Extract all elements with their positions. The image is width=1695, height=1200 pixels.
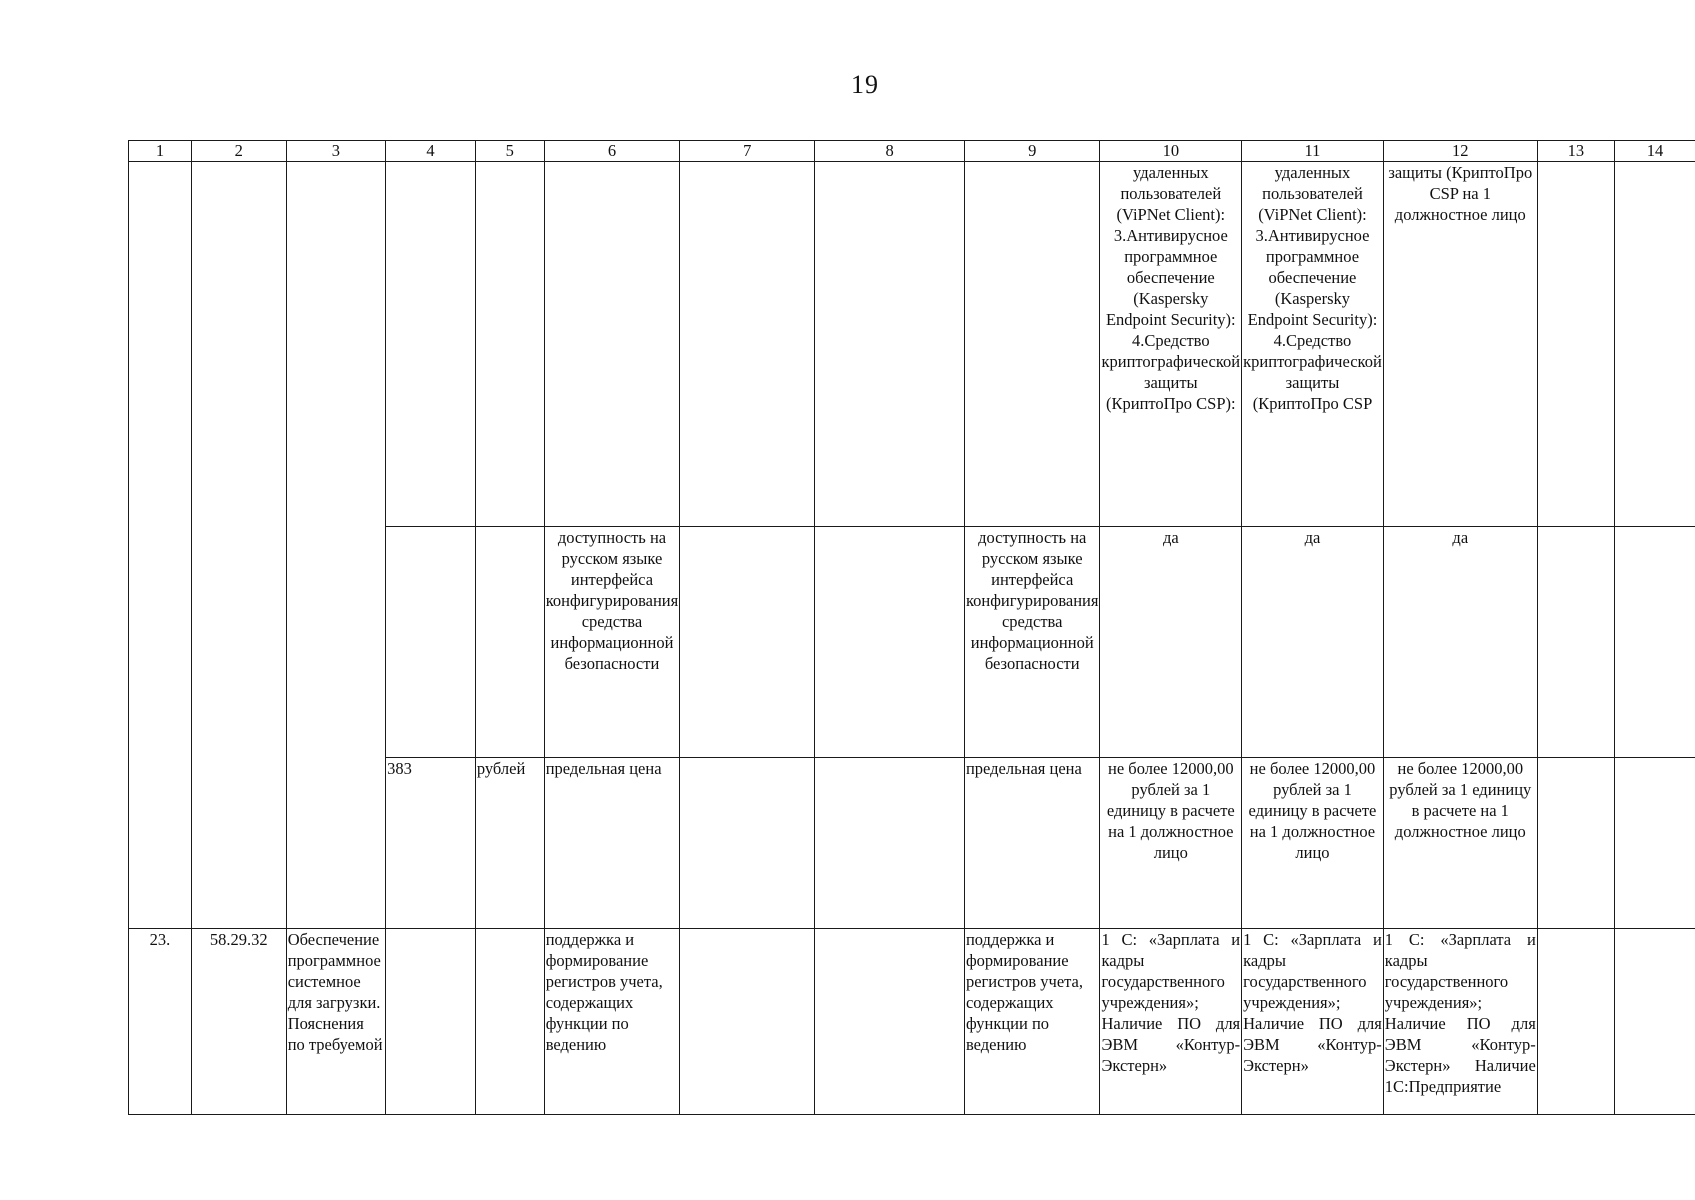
- column-number: 2: [191, 141, 286, 162]
- cell-value-col13: [1537, 527, 1614, 758]
- requirements-table: [128, 140, 1695, 1115]
- cell-unit: [475, 162, 544, 527]
- cell-characteristic-approved: предельная цена: [964, 758, 1100, 929]
- cell-characteristic: доступность на русском языке интерфейса конфигурирования средства информационной безопасности: [544, 527, 680, 758]
- cell-value-col7: [680, 758, 815, 929]
- column-number: 9: [964, 141, 1100, 162]
- cell-characteristic-approved: [964, 162, 1100, 527]
- page-number: 19: [851, 70, 879, 99]
- cell-value-col12: защиты (КриптоПро CSP на 1 должностное лицо: [1383, 162, 1537, 527]
- cell-value-col11: не более 12000,00 рублей за 1 единицу в расчете на 1 должностное лицо: [1242, 758, 1384, 929]
- cell-value-col13: [1537, 758, 1614, 929]
- cell-item-number: 23.: [129, 929, 192, 1115]
- column-number: 12: [1383, 141, 1537, 162]
- cell-value-col7: [680, 929, 815, 1115]
- cell-okpd2-code: 58.29.32: [191, 929, 286, 1115]
- cell-okei-code: [386, 527, 476, 758]
- cell-characteristic-approved: доступность на русском языке интерфейса конфигурирования средства информационной безопасности: [964, 527, 1100, 758]
- cell-item-name: [286, 162, 385, 929]
- table-row: [129, 162, 1695, 527]
- cell-okei-code: [386, 162, 476, 527]
- column-number: 10: [1100, 141, 1242, 162]
- cell-value-col10: не более 12000,00 рублей за 1 единицу в расчете на 1 должностное лицо: [1100, 758, 1242, 929]
- cell-value-col13: [1537, 929, 1614, 1115]
- cell-value-col8: [815, 527, 965, 758]
- cell-value-col11: да: [1242, 527, 1384, 758]
- column-number: 3: [286, 141, 385, 162]
- cell-value-col13: [1537, 162, 1614, 527]
- cell-value-col14: [1614, 758, 1695, 929]
- cell-value-col14: [1614, 527, 1695, 758]
- column-number: 11: [1242, 141, 1384, 162]
- column-number: 6: [544, 141, 680, 162]
- cell-unit: рублей: [475, 758, 544, 929]
- column-number: 4: [386, 141, 476, 162]
- cell-value-col10: удаленных пользователей (ViPNet Client): 3.Антивирусное программное обеспечение (Kaspersky Endpoint Security): 4.Средство криптографической защиты (КриптоПро CSP):: [1100, 162, 1242, 527]
- column-number: 13: [1537, 141, 1614, 162]
- cell-value-col12: да: [1383, 527, 1537, 758]
- cell-value-col7: [680, 162, 815, 527]
- cell-characteristic: поддержка и формирование регистров учета, содержащих функции по ведению: [544, 929, 680, 1115]
- cell-item-number: [129, 162, 192, 929]
- cell-characteristic-approved: поддержка и формирование регистров учета, содержащих функции по ведению: [964, 929, 1100, 1115]
- cell-item-name: Обеспечение программное системное для загрузки. Пояснения по требуемой: [286, 929, 385, 1115]
- cell-okei-code: 383: [386, 758, 476, 929]
- cell-unit: [475, 527, 544, 758]
- cell-value-col8: [815, 162, 965, 527]
- column-number: 5: [475, 141, 544, 162]
- table-row: [129, 929, 1695, 1115]
- cell-value-col10: 1 С: «Зарплата и кадры государственного учреждения»; Наличие ПО для ЭВМ «Контур-Экстерн»: [1100, 929, 1242, 1115]
- column-number-row: [129, 141, 1695, 162]
- cell-value-col14: [1614, 929, 1695, 1115]
- column-number: 14: [1614, 141, 1695, 162]
- cell-value-col12: 1 С: «Зарплата и кадры государственного учреждения»; Наличие ПО для ЭВМ «Контур-Экстерн» Наличие 1С:Предприятие: [1383, 929, 1537, 1115]
- cell-value-col10: да: [1100, 527, 1242, 758]
- cell-value-col11: 1 С: «Зарплата и кадры государственного учреждения»; Наличие ПО для ЭВМ «Контур-Экстерн»: [1242, 929, 1384, 1115]
- cell-okpd2-code: [191, 162, 286, 929]
- cell-characteristic: предельная цена: [544, 758, 680, 929]
- column-number: 7: [680, 141, 815, 162]
- cell-characteristic: [544, 162, 680, 527]
- cell-value-col12: не более 12000,00 рублей за 1 единицу в расчете на 1 должностное лицо: [1383, 758, 1537, 929]
- column-number: 8: [815, 141, 965, 162]
- cell-value-col7: [680, 527, 815, 758]
- cell-value-col8: [815, 929, 965, 1115]
- cell-value-col8: [815, 758, 965, 929]
- cell-value-col11: удаленных пользователей (ViPNet Client): 3.Антивирусное программное обеспечение (Kaspersky Endpoint Security): 4.Средство криптографической защиты (КриптоПро CSP: [1242, 162, 1384, 527]
- cell-unit: [475, 929, 544, 1115]
- cell-value-col14: [1614, 162, 1695, 527]
- column-number: 1: [129, 141, 192, 162]
- cell-okei-code: [386, 929, 476, 1115]
